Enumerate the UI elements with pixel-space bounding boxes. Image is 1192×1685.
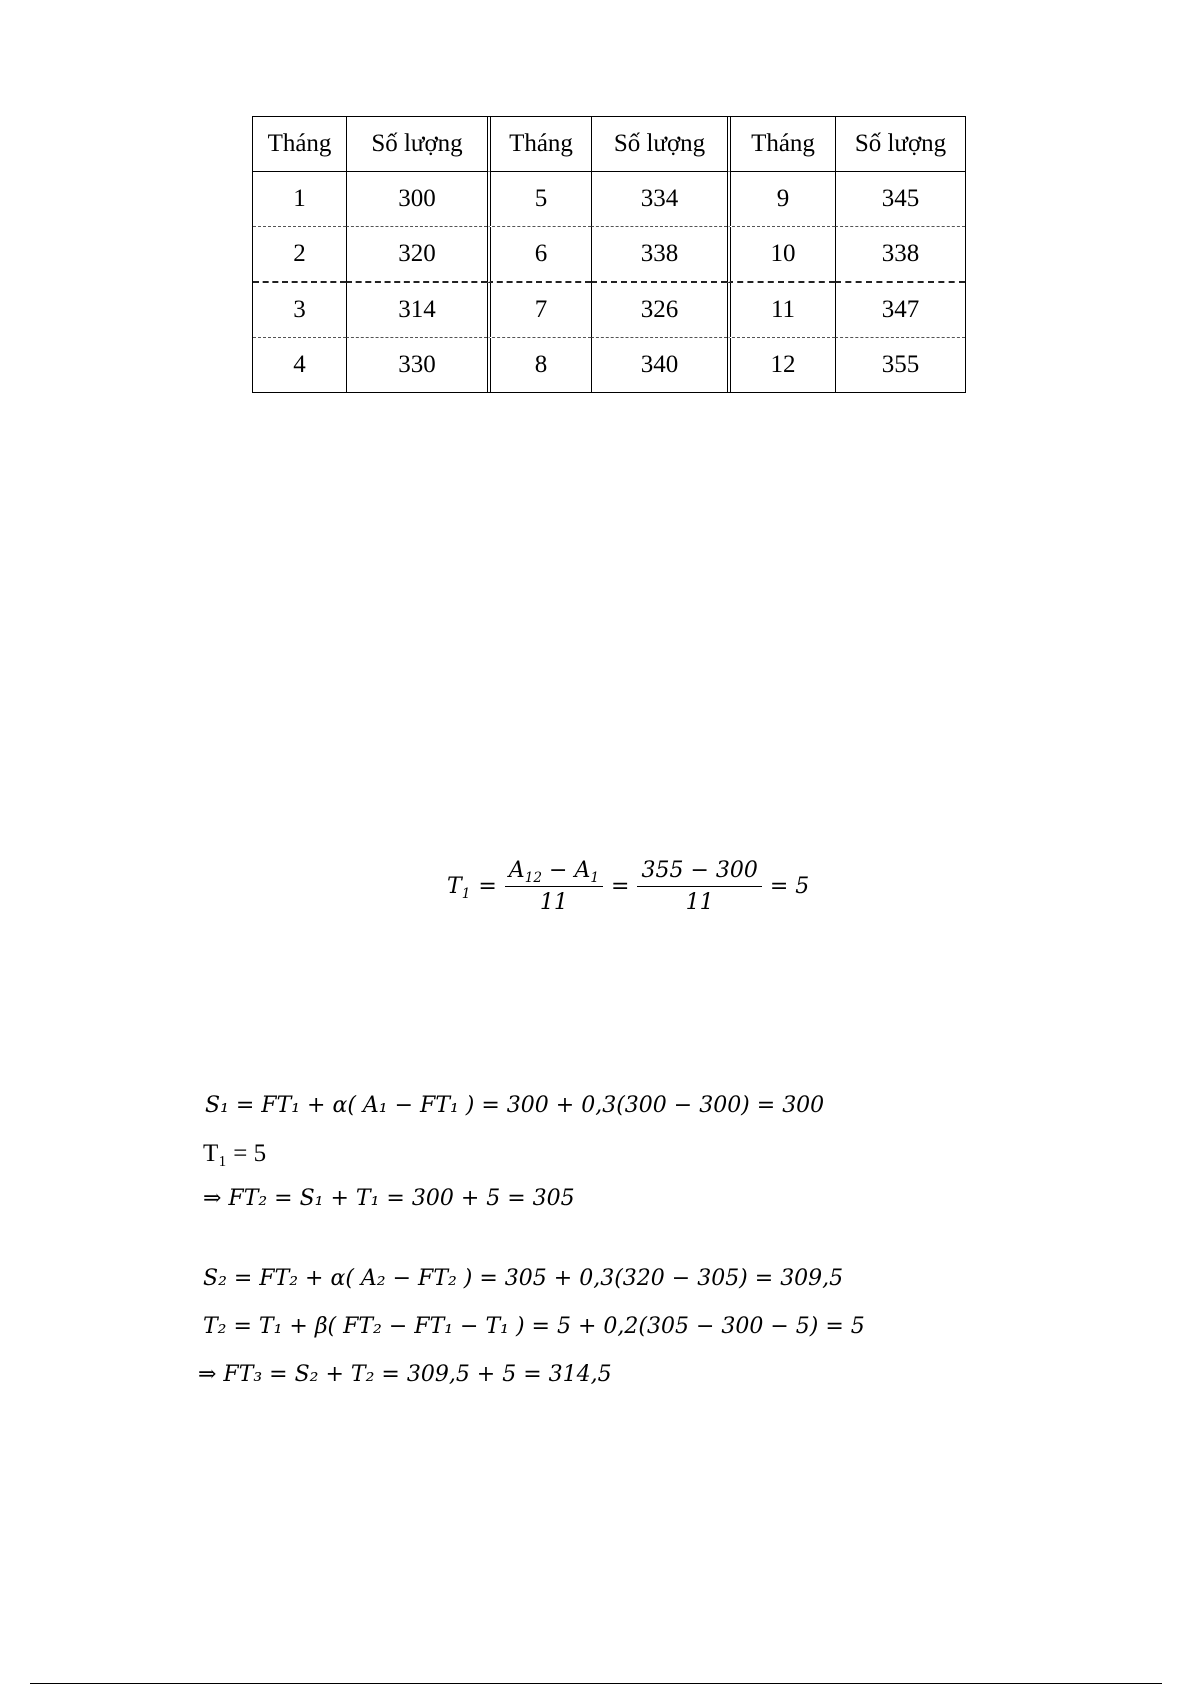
table-header-cell: Số lượng [591,117,727,172]
table-cell: 320 [346,227,487,283]
fraction-numerator: $A_{12} - A_1$ [505,858,603,887]
monthly-quantity-table [252,116,966,393]
formula-result: = 5 [769,874,810,899]
table-cell: 330 [346,338,487,392]
table-cell: 355 [835,338,965,392]
table-cell: 1 [253,172,346,227]
table-cell: 11 [727,283,835,338]
fraction-denominator: 11 [685,890,714,915]
table-cell: 3 [253,283,346,338]
fraction-numeric [637,858,761,915]
fraction-numerator: 355 − 300 [637,858,761,887]
table-cell: 314 [346,283,487,338]
table-header-cell: Tháng [253,117,346,172]
table-header-cell: Tháng [487,117,591,172]
table-cell: 334 [591,172,727,227]
equals-sign: = [611,874,630,899]
table-header-cell: Tháng [727,117,835,172]
formula-lhs: $T_1$ [447,874,471,902]
formula-t2: T₂ = T₁ + β( FT₂ − FT₁ − T₁ ) = 5 + 0,2(305 − 300 − 5) = 5 [203,1314,865,1339]
table-cell: 5 [487,172,591,227]
table-header-cell: Số lượng [346,117,487,172]
table-cell: 340 [591,338,727,392]
formula-ft3: ⇒ FT₃ = S₂ + T₂ = 309,5 + 5 = 314,5 [198,1362,612,1387]
table-cell: 326 [591,283,727,338]
formula-ft2: ⇒ FT₂ = S₁ + T₁ = 300 + 5 = 305 [203,1186,575,1211]
initial-trend-formula [447,858,809,915]
table-cell: 9 [727,172,835,227]
formula-s1: S₁ = FT₁ + α( A₁ − FT₁ ) = 300 + 0,3(300 − 300) = 300 [205,1093,825,1118]
table-cell: 300 [346,172,487,227]
fraction-symbolic [505,858,603,915]
table-cell: 347 [835,283,965,338]
table-header-cell: Số lượng [835,117,965,172]
fraction-denominator: 11 [539,890,568,915]
table-cell: 10 [727,227,835,283]
table-cell: 7 [487,283,591,338]
table-cell: 8 [487,338,591,392]
formula-t1: T₁ = 5 [203,1140,267,1167]
table-cell: 338 [591,227,727,283]
equals-sign: = [478,874,497,899]
table-cell: 12 [727,338,835,392]
table-cell: 338 [835,227,965,283]
page-bottom-rule [30,1683,1162,1684]
formula-s2: S₂ = FT₂ + α( A₂ − FT₂ ) = 305 + 0,3(320 − 305) = 309,5 [203,1266,844,1291]
table-cell: 345 [835,172,965,227]
table-cell: 6 [487,227,591,283]
table-cell: 4 [293,351,306,378]
table-cell: 2 [253,227,346,283]
